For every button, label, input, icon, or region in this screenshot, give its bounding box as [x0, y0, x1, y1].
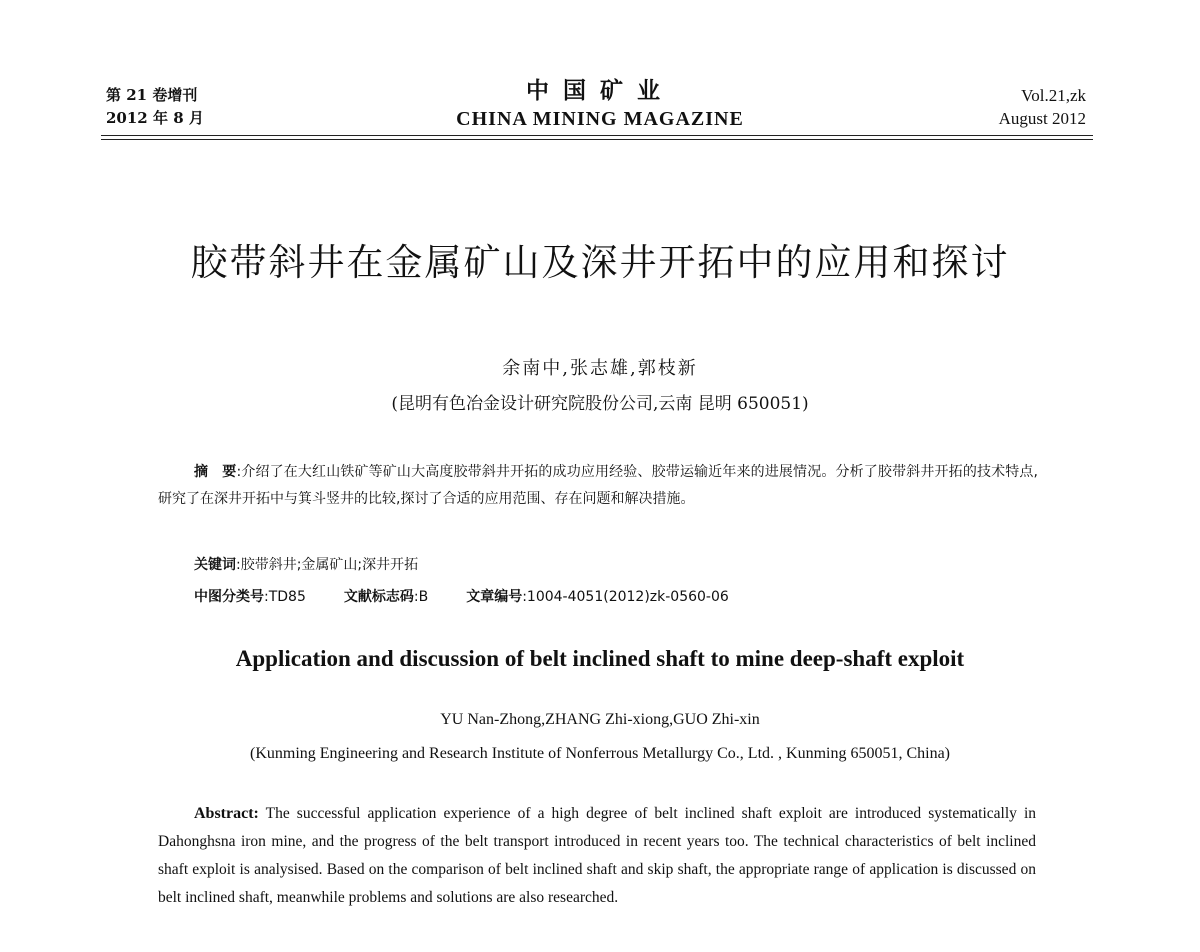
abstract-en	[158, 800, 1036, 912]
clc-label: 中图分类号	[194, 589, 264, 605]
journal-name-cn: 中国矿业	[526, 78, 674, 104]
volume-en: Vol.21,zk	[1021, 86, 1086, 105]
article-no-value: :1004-4051(2012)zk-0560-06	[522, 589, 729, 605]
classification-line	[194, 584, 729, 610]
article-no-label: 文章编号	[466, 589, 523, 605]
date-cn: 2012 年 8 月	[106, 109, 204, 127]
affiliation-cn: (昆明有色冶金设计研究院股份公司,云南 昆明 650051)	[391, 394, 809, 414]
doc-code-label: 文献标志码	[343, 589, 414, 605]
header-right	[999, 84, 1086, 130]
clc-value: :TD85	[264, 589, 306, 605]
keywords-cn-text: :胶带斜井;金属矿山;深井开拓	[236, 557, 419, 573]
header-rule-bottom	[101, 139, 1093, 140]
header-rule-top	[101, 135, 1093, 136]
abstract-cn-label: 摘 要	[194, 464, 237, 480]
authors-cn: 余南中,张志雄,郭枝新	[502, 358, 698, 379]
abstract-en-text: The successful application experience of a high degree of belt inclined shaft exploit are introduced systematically in Dahonghsna iron mine, and the progress of the belt transport introduced in recent years too. The technical characteristics of belt inclined shaft exploit is analysised. Based on the comparison of belt inclined shaft and skip shaft, the appropriate range of application is discussed on belt inclined shaft, meanwhile problems and solutions are also researched.	[158, 805, 1036, 906]
abstract-cn-text: :介绍了在大红山铁矿等矿山大高度胶带斜井开拓的成功应用经验、胶带运输近年来的进展情况。分析了胶带斜井开拓的技术特点,研究了在深井开拓中与箕斗竖井的比较,探讨了合适的应用范围、存在问题和解决措施。	[158, 464, 1039, 507]
doc-code-value: :B	[413, 589, 429, 605]
journal-name-en: CHINA MINING MAGAZINE	[456, 108, 744, 130]
volume-cn: 第 21 卷增刊	[106, 86, 198, 104]
authors-en: YU Nan-Zhong,ZHANG Zhi-xiong,GUO Zhi-xin	[440, 711, 760, 728]
keywords-cn	[194, 552, 418, 578]
affiliation-en: (Kunming Engineering and Research Institute of Nonferrous Metallurgy Co., Ltd. , Kunming 650051, China)	[249, 745, 951, 762]
paper-title-cn: 胶带斜井在金属矿山及深井开拓中的应用和探讨	[190, 241, 1010, 284]
abstract-cn	[158, 459, 1038, 513]
date-en: August 2012	[998, 109, 1086, 128]
paper-title-en: Application and discussion of belt inclined shaft to mine deep-shaft exploit	[235, 646, 965, 671]
abstract-en-label: Abstract:	[194, 805, 259, 822]
keywords-cn-label: 关键词	[194, 557, 236, 573]
